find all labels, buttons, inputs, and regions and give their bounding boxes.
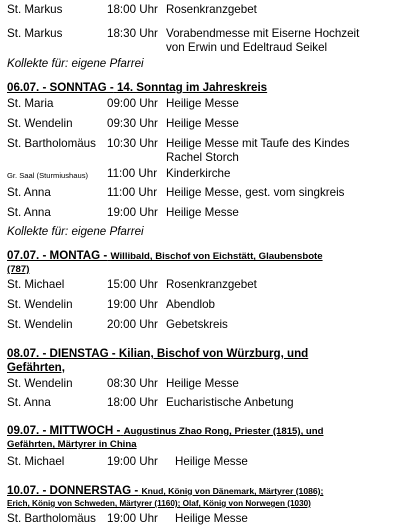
place-cell: St. Anna [7,186,51,199]
day-title-continued: Erich, König von Schweden, Märtyrer (1160); Olaf, König von Norwegen (1030) [7,499,311,508]
time-cell: 08:30 Uhr [107,377,158,390]
event-cell: Rosenkranzgebet [166,278,257,291]
time-cell: 19:00 Uhr [107,455,158,468]
day-heading [7,249,323,264]
time-cell: 09:00 Uhr [107,97,158,110]
day-title-continued: Gefährten, Märtyrer in China [7,439,137,450]
event-cell: Rosenkranzgebet [166,3,257,16]
time-cell: 18:00 Uhr [107,396,158,409]
event-cell: Heilige Messe [175,512,248,525]
time-cell: 18:00 Uhr [107,3,158,16]
event-cell: Heilige Messe [175,455,248,468]
event-cell: Gebetskreis [166,318,228,331]
event-cell: Vorabendmesse mit Eiserne Hochzeit [166,27,360,40]
time-cell: 19:00 Uhr [107,206,158,219]
day-date: 09.07. - MITTWOCH - [7,424,121,437]
day-heading [7,484,323,498]
event-cell: Heilige Messe, gest. vom singkreis [166,186,345,199]
day-title-continued: Gefährten, [7,361,65,374]
event-cell: Heilige Messe [166,377,239,390]
place-cell: St. Markus [7,27,63,40]
day-title: Augustinus Zhao Rong, Priester (1815), und [123,426,324,437]
event-cell: Kinderkirche [166,167,231,180]
place-cell: St. Wendelin [7,377,73,390]
day-heading [7,347,308,361]
collection-note: Kollekte für: eigene Pfarrei [7,225,144,238]
collection-note: Kollekte für: eigene Pfarrei [7,57,144,70]
place-cell: St. Bartholomäus [7,137,96,150]
place-cell: St. Michael [7,278,65,291]
place-cell: St. Michael [7,455,65,468]
day-title: Willibald, Bischof von Eichstätt, Glaubensbote [110,251,323,262]
place-cell: St. Wendelin [7,318,73,331]
place-cell: St. Anna [7,396,51,409]
time-cell: 19:00 Uhr [107,512,158,525]
day-date: 10.07. - DONNERSTAG - [7,484,139,497]
event-cell-continued: Rachel Storch [166,151,239,164]
event-cell: Heilige Messe mit Taufe des Kindes [166,137,350,150]
event-cell: Heilige Messe [166,117,239,130]
place-cell: St. Bartholomäus [7,512,96,525]
place-cell: St. Maria [7,97,54,110]
day-title-continued: (787) [7,264,30,275]
event-cell: Heilige Messe [166,97,239,110]
time-cell: 11:00 Uhr [107,186,158,199]
day-title: Knud, König von Dänemark, Märtyrer (1086); [141,486,324,496]
time-cell: 15:00 Uhr [107,278,158,291]
time-cell: 20:00 Uhr [107,318,158,331]
place-cell: St. Markus [7,3,63,16]
time-cell: 11:00 Uhr [107,167,158,180]
day-title: Kilian, Bischof von Würzburg, und [118,347,309,360]
place-cell: St. Anna [7,206,51,219]
event-cell: Heilige Messe [166,206,239,219]
day-date: 08.07. - DIENSTAG - [7,347,116,360]
time-cell: 18:30 Uhr [107,27,158,40]
place-cell: Gr. Saal (Sturmiushaus) [7,171,89,180]
time-cell: 10:30 Uhr [107,137,158,150]
time-cell: 19:00 Uhr [107,298,158,311]
place-cell: St. Wendelin [7,298,73,311]
day-heading [7,81,267,95]
event-cell: Eucharistische Anbetung [166,396,294,409]
day-title: 14. Sonntag im Jahreskreis [116,81,268,94]
day-date: 06.07. - SONNTAG - [7,81,114,94]
time-cell: 09:30 Uhr [107,117,158,130]
event-cell: Abendlob [166,298,215,311]
event-cell-continued: von Erwin und Edeltraud Seikel [166,41,328,54]
day-date: 07.07. - MONTAG - [7,249,108,262]
place-cell: St. Wendelin [7,117,73,130]
